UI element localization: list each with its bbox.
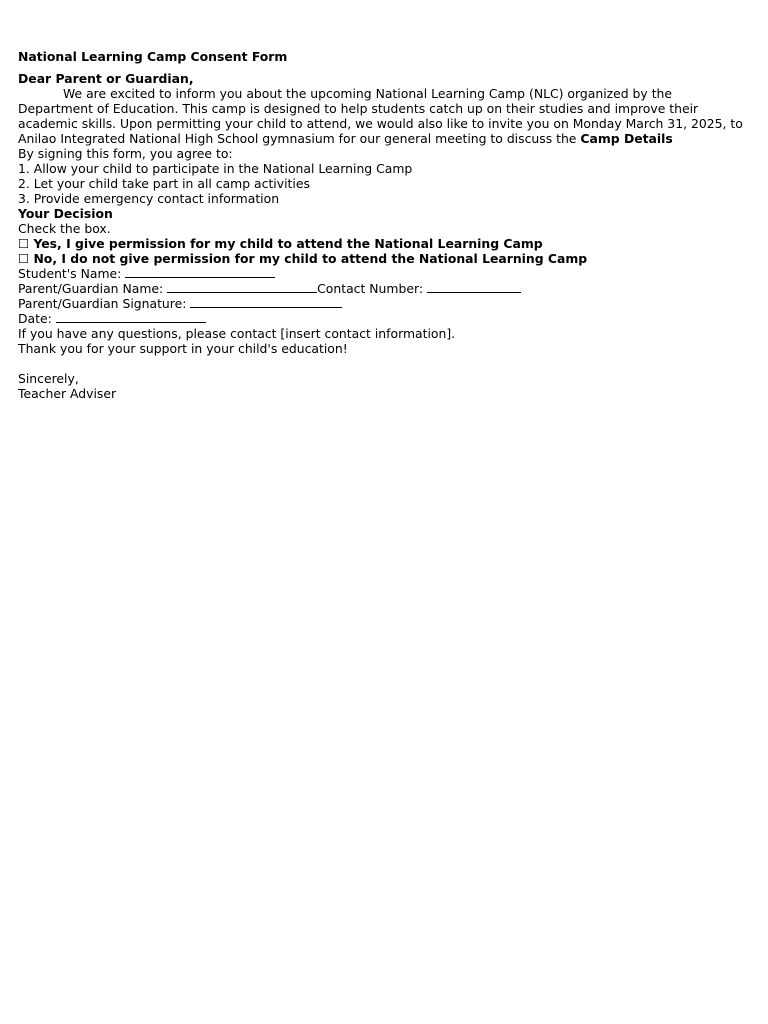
checkbox-yes-icon[interactable]: ☐ [18,236,30,251]
guardian-name-label: Parent/Guardian Name: [18,281,164,296]
agree-item: 2. Let your child take part in all camp activities [18,176,310,191]
checkbox-no-icon[interactable]: ☐ [18,251,30,266]
option-no-label: No, I do not give permission for my child to attend the National Learning Camp [33,251,588,266]
agree-intro: By signing this form, you agree to: [18,146,233,161]
consent-form-document [18,49,748,401]
student-name-label: Student's Name: [18,266,122,281]
decision-heading: Your Decision [18,206,113,221]
option-yes[interactable] [18,236,748,251]
contact-number-label: Contact Number: [317,281,424,296]
blank-line [18,356,748,371]
closing: Sincerely, [18,371,79,386]
agree-item: 3. Provide emergency contact information [18,191,280,206]
student-name-field[interactable] [125,266,275,278]
intro-bold-text: Camp Details [580,131,673,146]
check-instruction: Check the box. [18,221,111,236]
date-row [18,311,748,326]
thanks-text: Thank you for your support in your child's education! [18,341,348,356]
contact-number-field[interactable] [427,281,521,293]
signatory: Teacher Adviser [18,386,117,401]
intro-text: We are excited to inform you about the upcoming National Learning Camp (NLC) organized by the Department of Education. This camp is designed to help students catch up on their studies and improve their academic skills. Upon permitting your child to attend, we would also like to invite you on Monday March 31, 2025, to Anilao Integrated National High School gymnasium for our general meeting to discuss the [18,86,743,146]
intro-paragraph [18,86,748,146]
date-label: Date: [18,311,52,326]
form-title: National Learning Camp Consent Form [18,49,288,64]
agree-item: 1. Allow your child to participate in the National Learning Camp [18,161,413,176]
guardian-name-field[interactable] [167,281,317,293]
guardian-name-row [18,281,748,296]
guardian-signature-label: Parent/Guardian Signature: [18,296,187,311]
questions-text: If you have any questions, please contact [insert contact information]. [18,326,456,341]
student-name-row [18,266,748,281]
guardian-signature-field[interactable] [190,296,342,308]
option-yes-label: Yes, I give permission for my child to attend the National Learning Camp [33,236,543,251]
salutation: Dear Parent or Guardian, [18,71,194,86]
option-no[interactable] [18,251,748,266]
guardian-signature-row [18,296,748,311]
date-field[interactable] [56,311,206,323]
